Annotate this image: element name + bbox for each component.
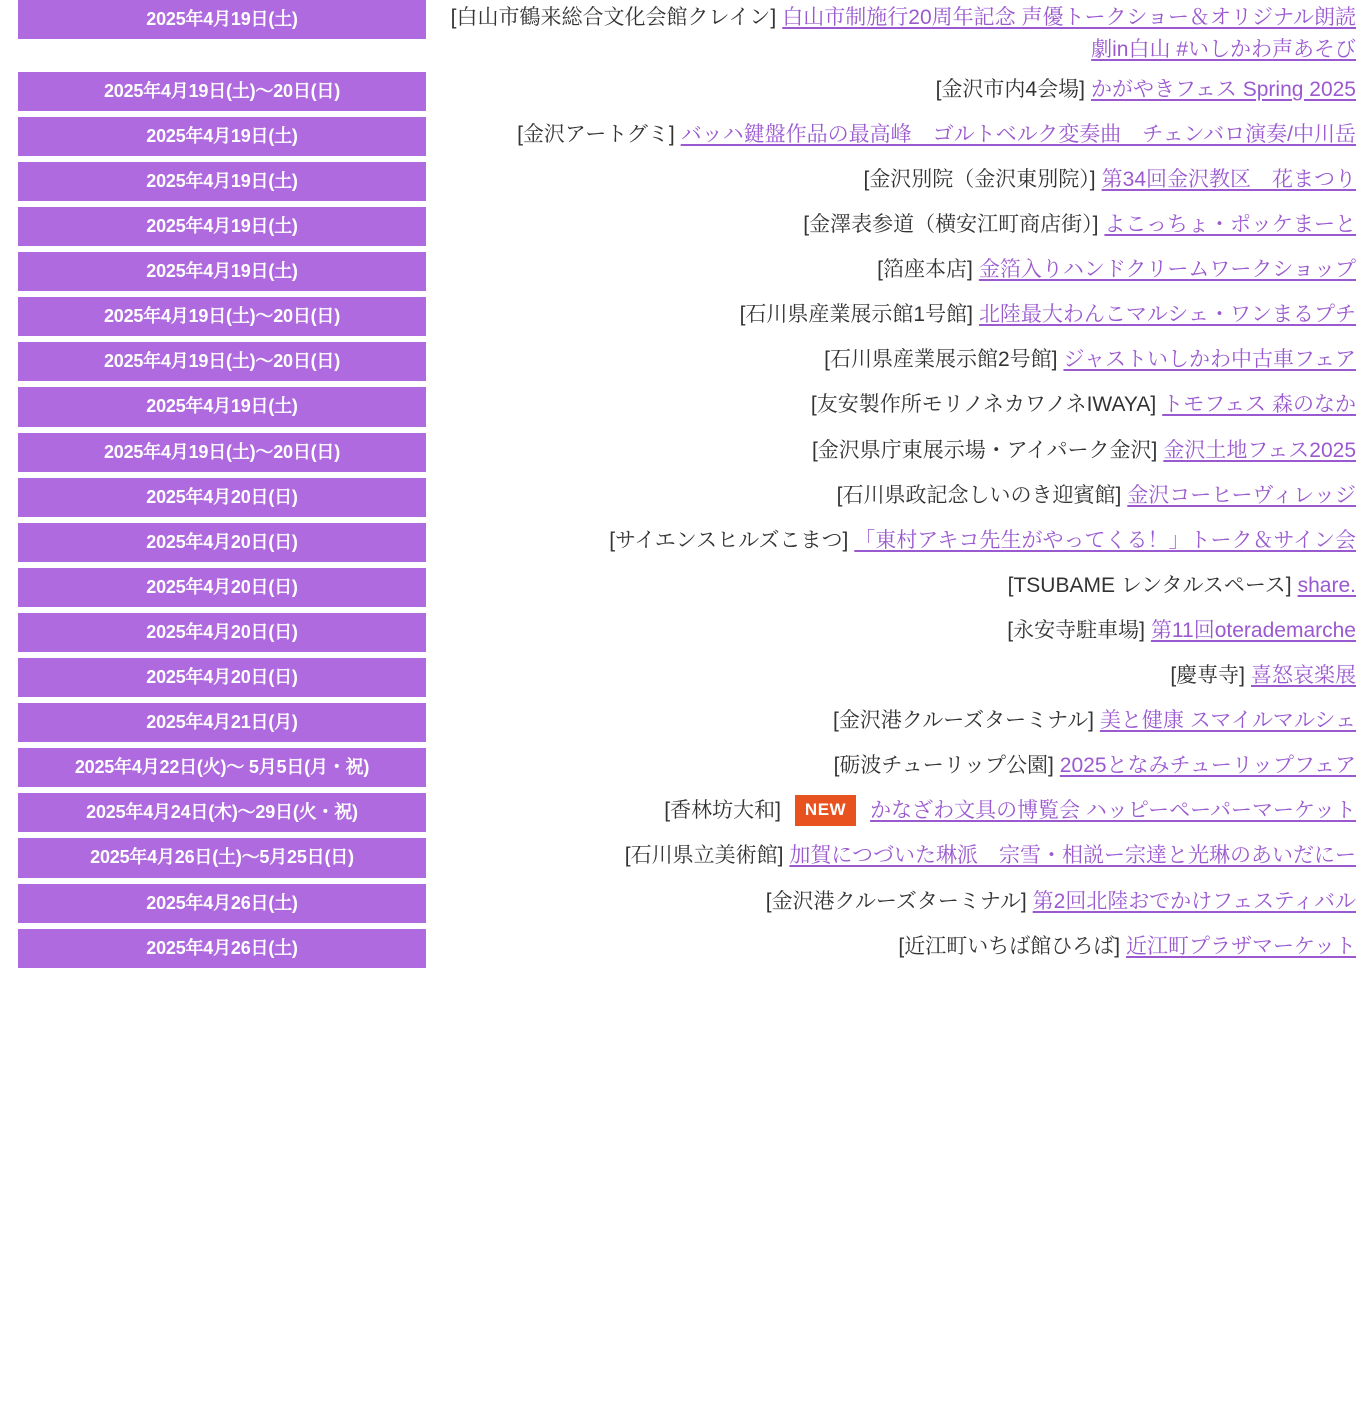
event-venue: [友安製作所モリノネカワノネIWAYA]	[810, 393, 1157, 417]
event-title-link[interactable]: かがやきフェス Spring 2025	[1090, 77, 1356, 101]
event-info	[426, 523, 1366, 557]
event-info	[426, 929, 1366, 963]
event-row	[0, 72, 1366, 111]
event-date: 2025年4月19日(土)〜20日(日)	[18, 297, 426, 336]
event-info	[426, 252, 1366, 286]
event-venue: [香林坊大和]	[664, 799, 781, 823]
event-info	[426, 342, 1366, 376]
event-venue: [白山市鶴来総合文化会館クレイン]	[450, 6, 777, 29]
event-row	[0, 613, 1366, 652]
event-title-link[interactable]: 北陸最大わんこマルシェ・ワンまるプチ	[978, 303, 1356, 327]
event-date: 2025年4月26日(土)	[18, 884, 426, 923]
event-info	[426, 703, 1366, 737]
event-info	[426, 433, 1366, 467]
event-row	[0, 658, 1366, 697]
event-row	[0, 162, 1366, 201]
event-date: 2025年4月19日(土)〜20日(日)	[18, 433, 426, 472]
event-title-link[interactable]: トモフェス 森のなか	[1162, 393, 1356, 417]
event-venue: [金沢市内4会場]	[935, 77, 1085, 101]
event-info	[426, 748, 1366, 782]
event-venue: [金沢アートグミ]	[517, 122, 675, 146]
event-info	[426, 793, 1366, 827]
event-date: 2025年4月19日(土)〜20日(日)	[18, 72, 426, 111]
event-title-link[interactable]: 近江町プラザマーケット	[1126, 934, 1356, 958]
event-venue: [近江町いちば館ひろば]	[898, 934, 1121, 958]
event-date: 2025年4月20日(日)	[18, 658, 426, 697]
event-venue: [金澤表参道（横安江町商店街）]	[803, 213, 1099, 237]
event-row	[0, 568, 1366, 607]
event-venue: [金沢港クルーズターミナル]	[765, 889, 1027, 913]
event-row	[0, 838, 1366, 877]
event-date: 2025年4月20日(日)	[18, 478, 426, 517]
event-venue: [永安寺駐車場]	[1007, 618, 1145, 642]
event-info	[426, 884, 1366, 918]
event-date: 2025年4月26日(土)	[18, 929, 426, 968]
event-row	[0, 0, 1366, 66]
event-venue: [石川県産業展示館1号館]	[739, 303, 973, 327]
event-title-link[interactable]: ジャストいしかわ中古車フェア	[1063, 348, 1356, 372]
event-venue: [石川県産業展示館2号館]	[824, 348, 1058, 372]
event-date: 2025年4月19日(土)	[18, 207, 426, 246]
event-row	[0, 793, 1366, 832]
event-venue: [金沢県庁東展示場・アイパーク金沢]	[811, 438, 1158, 462]
event-info	[426, 72, 1366, 106]
event-date: 2025年4月19日(土)〜20日(日)	[18, 342, 426, 381]
event-row	[0, 252, 1366, 291]
event-date: 2025年4月24日(木)〜29日(火・祝)	[18, 793, 426, 832]
event-info	[426, 568, 1366, 602]
event-date: 2025年4月20日(日)	[18, 523, 426, 562]
new-badge: NEW	[795, 795, 856, 826]
event-venue: [石川県政記念しいのき迎賓館]	[836, 483, 1122, 507]
event-row	[0, 387, 1366, 426]
event-title-link[interactable]: 金沢コーヒーヴィレッジ	[1127, 483, 1356, 507]
event-date: 2025年4月21日(月)	[18, 703, 426, 742]
event-title-link[interactable]: 金沢土地フェス2025	[1163, 438, 1356, 462]
event-title-link[interactable]: 第2回北陸おでかけフェスティバル	[1032, 889, 1356, 913]
event-date: 2025年4月19日(土)	[18, 162, 426, 201]
event-row	[0, 748, 1366, 787]
event-venue: [TSUBAME レンタルスペース]	[1007, 573, 1292, 597]
event-row	[0, 117, 1366, 156]
event-row	[0, 884, 1366, 923]
event-row	[0, 342, 1366, 381]
event-title-link[interactable]: 美と健康 スマイルマルシェ	[1099, 709, 1356, 733]
event-venue: [金沢港クルーズターミナル]	[832, 709, 1094, 733]
event-title-link[interactable]: 金箔入りハンドクリームワークショップ	[978, 258, 1356, 282]
event-date: 2025年4月20日(日)	[18, 568, 426, 607]
event-info	[426, 613, 1366, 647]
event-info	[426, 162, 1366, 196]
event-title-link[interactable]: 「東村アキコ先生がやってくる！」トーク＆サイン会	[854, 528, 1356, 552]
event-info	[426, 478, 1366, 512]
event-venue: [箔座本店]	[877, 258, 973, 282]
event-row	[0, 929, 1366, 968]
event-venue: [金沢別院（金沢東別院）]	[863, 168, 1096, 191]
event-row	[0, 478, 1366, 517]
event-date: 2025年4月19日(土)	[18, 117, 426, 156]
event-venue: [砺波チューリップ公園]	[833, 754, 1054, 778]
event-info	[426, 297, 1366, 331]
event-title-link[interactable]: 加賀につづいた琳派 宗雪・相説ー宗達と光琳のあいだにー	[789, 844, 1356, 868]
event-info	[426, 838, 1366, 872]
event-date: 2025年4月20日(日)	[18, 613, 426, 652]
event-row	[0, 297, 1366, 336]
event-title-link[interactable]: 2025となみチューリップフェア	[1059, 754, 1356, 778]
event-venue: [石川県立美術館]	[624, 844, 784, 868]
event-info	[426, 0, 1366, 66]
event-row	[0, 207, 1366, 246]
event-row	[0, 433, 1366, 472]
event-date: 2025年4月22日(火)〜 5月5日(月・祝)	[18, 748, 426, 787]
event-title-link[interactable]: share.	[1297, 573, 1356, 597]
event-info	[426, 117, 1366, 151]
event-title-link[interactable]: よこっちょ・ポッケまーと	[1104, 213, 1356, 237]
event-title-link[interactable]: 喜怒哀楽展	[1251, 664, 1356, 688]
event-venue: [サイエンスヒルズこまつ]	[609, 528, 849, 552]
event-date: 2025年4月19日(土)	[18, 252, 426, 291]
event-info	[426, 387, 1366, 421]
event-date: 2025年4月19日(土)	[18, 0, 426, 39]
event-date: 2025年4月26日(土)〜5月25日(日)	[18, 838, 426, 877]
event-date: 2025年4月19日(土)	[18, 387, 426, 426]
event-title-link[interactable]: かなざわ文具の博覧会 ハッピーペーパーマーケット	[870, 799, 1356, 823]
event-title-link[interactable]: バッハ鍵盤作品の最高峰 ゴルトベルク変奏曲 チェンバロ演奏/中川岳	[680, 122, 1356, 146]
event-title-link[interactable]: 第34回金沢教区 花まつり	[1101, 168, 1356, 191]
event-title-link[interactable]: 第11回oterademarche	[1150, 618, 1356, 642]
event-info	[426, 207, 1366, 241]
event-row	[0, 523, 1366, 562]
event-row	[0, 703, 1366, 742]
event-info	[426, 658, 1366, 692]
event-title-link[interactable]: 白山市制施行20周年記念 声優トークショー＆オリジナル朗読劇in白山 #いしかわ声あそび	[782, 6, 1356, 61]
event-venue: [慶専寺]	[1170, 664, 1245, 688]
